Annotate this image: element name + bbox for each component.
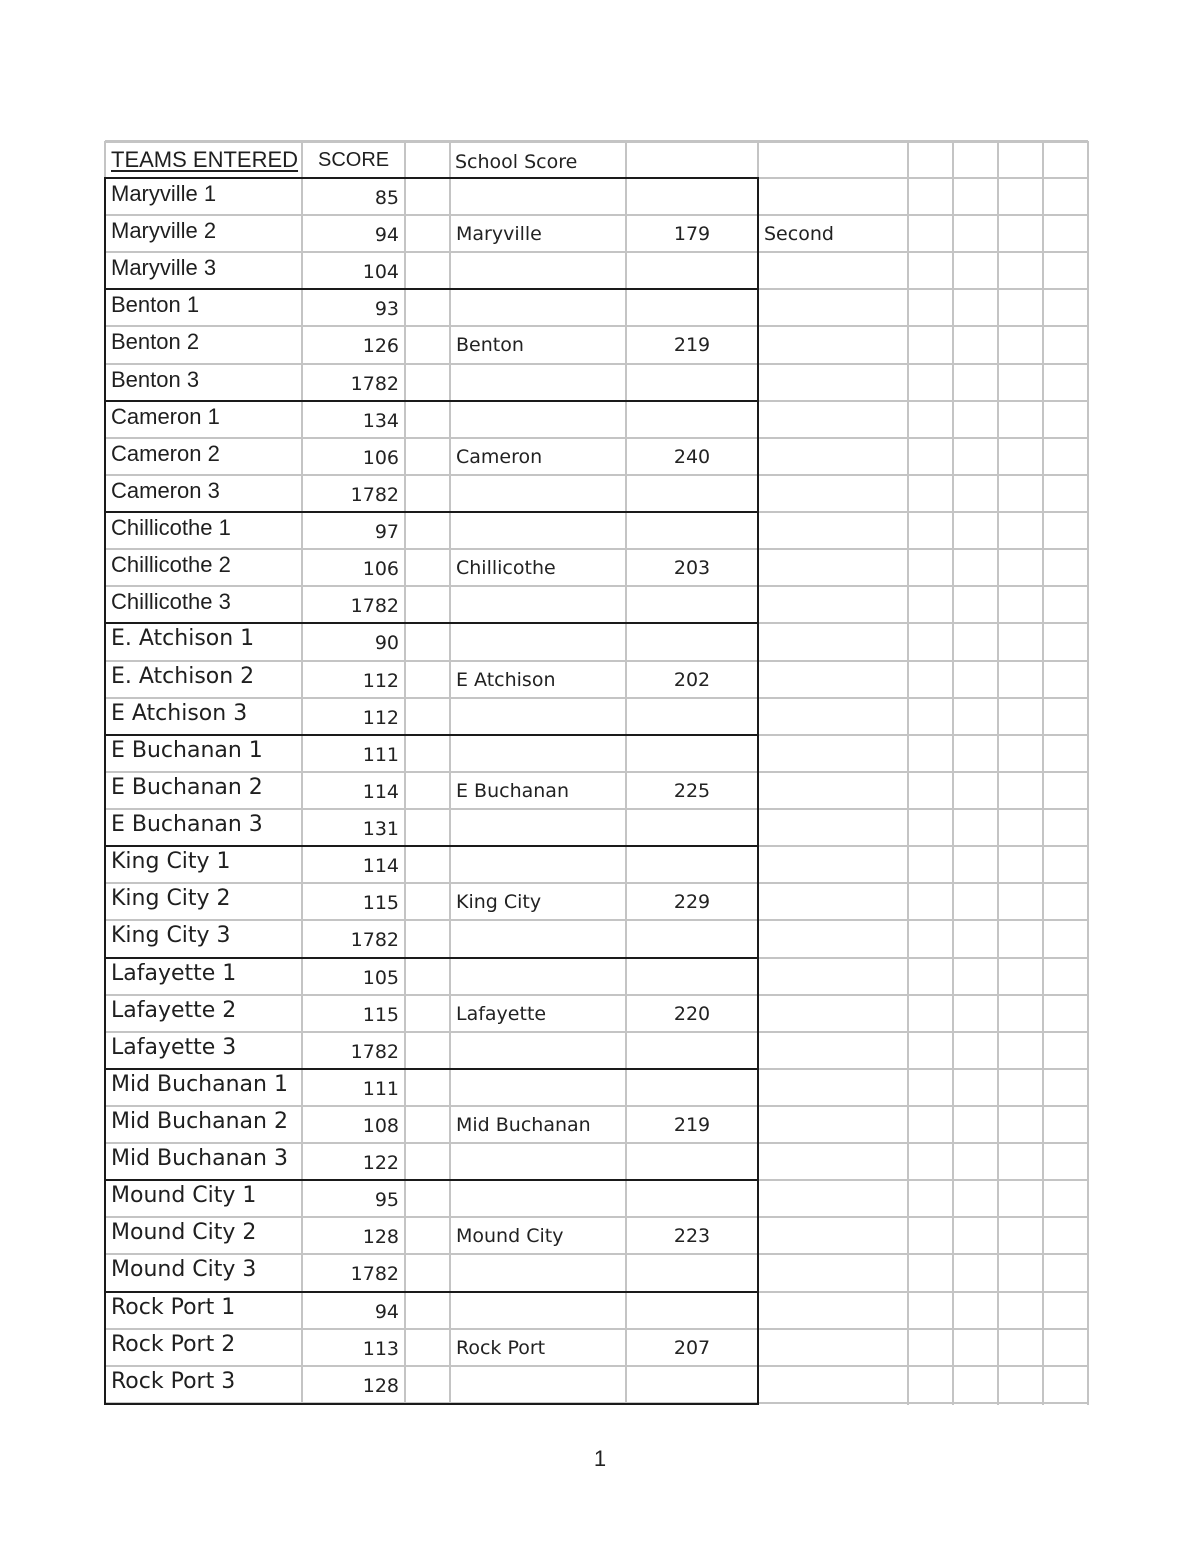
- team-name: Mound City 1: [111, 1183, 257, 1209]
- school-name: Cameron: [456, 445, 543, 468]
- team-name: Mid Buchanan 2: [111, 1109, 288, 1134]
- school-name: Lafayette: [456, 1002, 547, 1025]
- school-name: Benton: [456, 334, 524, 357]
- team-name: E Buchanan 2: [111, 774, 263, 800]
- team-score: 113: [362, 1337, 399, 1360]
- team-name: Benton 2: [111, 329, 200, 355]
- team-name: Mid Buchanan 3: [111, 1146, 288, 1172]
- team-score: 94: [374, 224, 399, 247]
- team-score: 1782: [350, 483, 399, 506]
- team-score: 85: [374, 187, 399, 209]
- team-score: 111: [362, 743, 399, 766]
- team-name: King City 3: [111, 923, 231, 949]
- team-name: Maryville 1: [111, 181, 217, 206]
- team-score: 1782: [350, 929, 399, 952]
- school-total: 220: [673, 1002, 711, 1025]
- school-score-header: School Score: [455, 151, 578, 173]
- team-score: 115: [362, 1003, 399, 1026]
- team-score: 115: [362, 892, 399, 915]
- team-name: Chillicothe 1: [111, 515, 231, 541]
- team-score: 114: [362, 780, 399, 803]
- team-score: 1782: [350, 372, 399, 395]
- school-total: 225: [673, 779, 711, 802]
- team-name: King City 1: [111, 849, 231, 875]
- team-name: Cameron 2: [111, 440, 220, 466]
- school-name: Mid Buchanan: [456, 1114, 591, 1136]
- team-score: 112: [362, 706, 399, 729]
- school-place: Second: [764, 223, 834, 246]
- school-total: 229: [673, 891, 711, 914]
- school-total: 179: [673, 223, 711, 246]
- team-name: Lafayette 2: [111, 997, 237, 1023]
- team-score: 106: [362, 558, 399, 581]
- team-score: 93: [374, 298, 399, 321]
- team-name: King City 2: [111, 886, 231, 912]
- grid-line-horizontal: [105, 141, 1088, 143]
- team-score: 90: [374, 632, 399, 655]
- block-border-horizontal: [104, 1403, 759, 1405]
- school-name: Maryville: [456, 223, 542, 246]
- team-score: 1782: [350, 1263, 399, 1286]
- team-name: Benton 3: [111, 366, 200, 392]
- team-score: 126: [362, 335, 399, 358]
- team-name: Maryville 2: [111, 218, 217, 244]
- school-total: 240: [673, 445, 711, 468]
- school-total: 223: [673, 1225, 711, 1248]
- school-total: 219: [673, 334, 711, 357]
- block-border-right: [757, 177, 759, 1405]
- team-name: Chillicothe 2: [111, 552, 231, 578]
- team-name: E. Atchison 1: [111, 626, 255, 652]
- teams-entered-header: TEAMS ENTERED: [111, 147, 299, 172]
- score-sheet: [105, 141, 1088, 1405]
- team-score: 106: [362, 446, 399, 469]
- team-name: E. Atchison 2: [111, 663, 255, 689]
- team-name: Chillicothe 3: [111, 589, 231, 615]
- team-score: 122: [362, 1152, 399, 1175]
- team-score: 128: [362, 1374, 399, 1397]
- school-name: E Buchanan: [456, 779, 569, 802]
- school-name: E Atchison: [456, 668, 556, 691]
- page-number: 1: [593, 1446, 607, 1471]
- team-name: Rock Port 3: [111, 1368, 236, 1394]
- team-score: 112: [362, 669, 399, 692]
- team-score: 114: [362, 855, 399, 878]
- team-score: 95: [374, 1189, 399, 1212]
- team-score: 97: [374, 521, 399, 544]
- team-name: Rock Port 1: [111, 1294, 236, 1320]
- team-name: Mid Buchanan 1: [111, 1071, 288, 1097]
- team-name: E Buchanan 1: [111, 737, 263, 763]
- team-score: 1782: [350, 1040, 399, 1063]
- team-score: 108: [362, 1115, 399, 1137]
- team-name: Benton 1: [111, 292, 200, 318]
- team-name: Maryville 3: [111, 255, 217, 281]
- team-name: Cameron 3: [111, 477, 220, 503]
- school-name: King City: [456, 891, 542, 914]
- team-score: 105: [362, 966, 399, 989]
- team-score: 104: [362, 261, 399, 284]
- team-score: 111: [362, 1077, 399, 1100]
- school-total: 219: [673, 1114, 711, 1136]
- score-header: SCORE: [318, 149, 390, 171]
- team-name: Mound City 3: [111, 1257, 257, 1283]
- team-score: 1782: [350, 595, 399, 618]
- team-score: 134: [362, 409, 399, 432]
- school-total: 202: [673, 668, 711, 691]
- school-name: Mound City: [456, 1225, 564, 1248]
- team-name: Cameron 1: [111, 403, 220, 429]
- team-score: 94: [374, 1300, 399, 1323]
- team-name: Mound City 2: [111, 1220, 257, 1246]
- school-name: Rock Port: [456, 1336, 546, 1359]
- team-name: Lafayette 1: [111, 960, 237, 986]
- team-name: Rock Port 2: [111, 1331, 236, 1357]
- block-border-left: [104, 177, 106, 1405]
- team-name: E Atchison 3: [111, 700, 248, 726]
- team-score: 128: [362, 1226, 399, 1249]
- school-name: Chillicothe: [456, 557, 556, 580]
- team-name: E Buchanan 3: [111, 812, 263, 838]
- school-total: 203: [673, 557, 711, 580]
- team-name: Lafayette 3: [111, 1034, 237, 1060]
- school-total: 207: [673, 1336, 711, 1359]
- team-score: 131: [362, 818, 399, 841]
